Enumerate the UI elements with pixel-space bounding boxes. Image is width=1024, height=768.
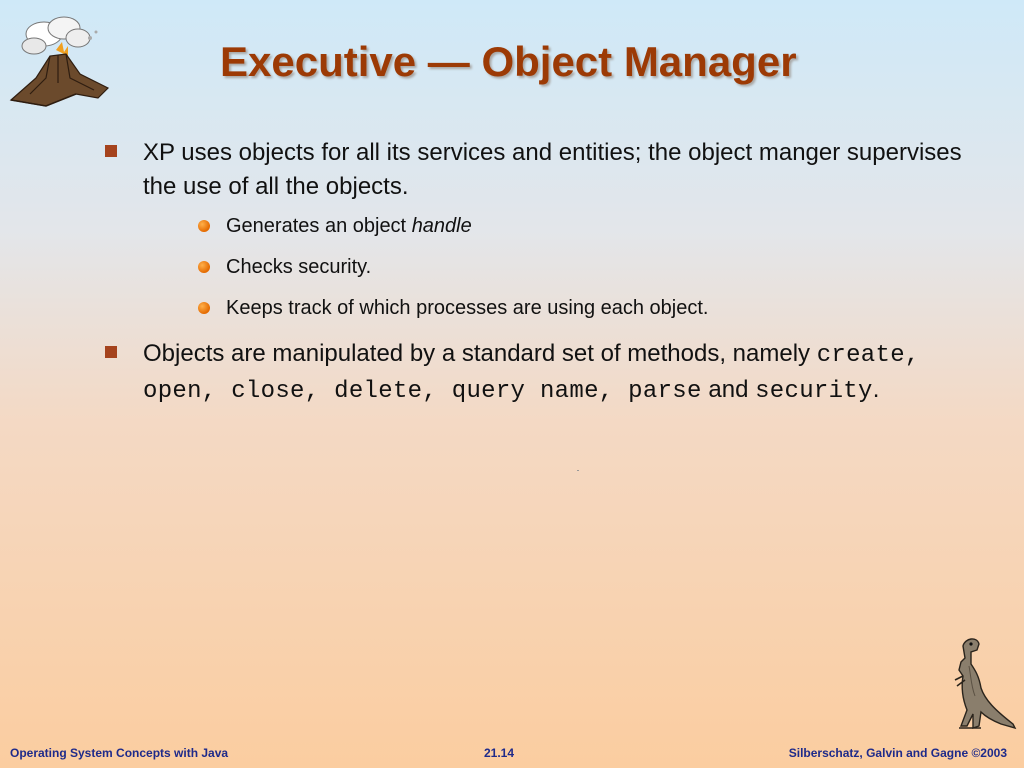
sub-bullets — [143, 214, 965, 320]
sub-bullet-3 — [143, 296, 965, 320]
and-text: and — [708, 376, 749, 403]
slide-content — [105, 136, 965, 419]
bullet-2-text: Objects are manipulated by a standard set of methods, namely — [143, 340, 811, 367]
round-bullet-icon — [198, 302, 210, 314]
bullet-2 — [105, 337, 965, 409]
round-bullet-icon — [198, 220, 210, 232]
sub-bullet-2-text: Checks security. — [226, 256, 372, 278]
footer-copyright: Silberschatz, Galvin and Gagne ©2003 — [788, 746, 1007, 760]
sub-bullet-1 — [143, 214, 965, 238]
dinosaur-icon — [945, 636, 1017, 736]
bullet-2-end: . — [872, 376, 880, 403]
divider-mark — [577, 470, 579, 471]
slide-title: Executive — Object Manager — [220, 38, 797, 85]
methods-list: create, open, close, delete, query name, parse — [143, 342, 920, 405]
sub-bullet-2 — [143, 255, 965, 279]
footer-slide-number: 21.14 — [484, 746, 515, 760]
sub-bullet-1-emphasis: handle — [411, 215, 472, 237]
square-bullet-icon — [105, 346, 117, 358]
sub-bullet-3-text: Keeps track of which processes are using each object. — [226, 297, 709, 319]
security-method: security — [755, 378, 873, 405]
bullet-1 — [105, 136, 965, 320]
round-bullet-icon — [198, 261, 210, 273]
square-bullet-icon — [105, 145, 117, 157]
bullet-1-text: XP uses objects for all its services and entities; the object manger supervises the use of all the objects. — [143, 139, 962, 200]
volcano-logo-icon — [6, 8, 114, 116]
sub-bullet-1-text: Generates an object — [226, 215, 412, 237]
footer-book-title: Operating System Concepts with Java — [10, 746, 229, 760]
